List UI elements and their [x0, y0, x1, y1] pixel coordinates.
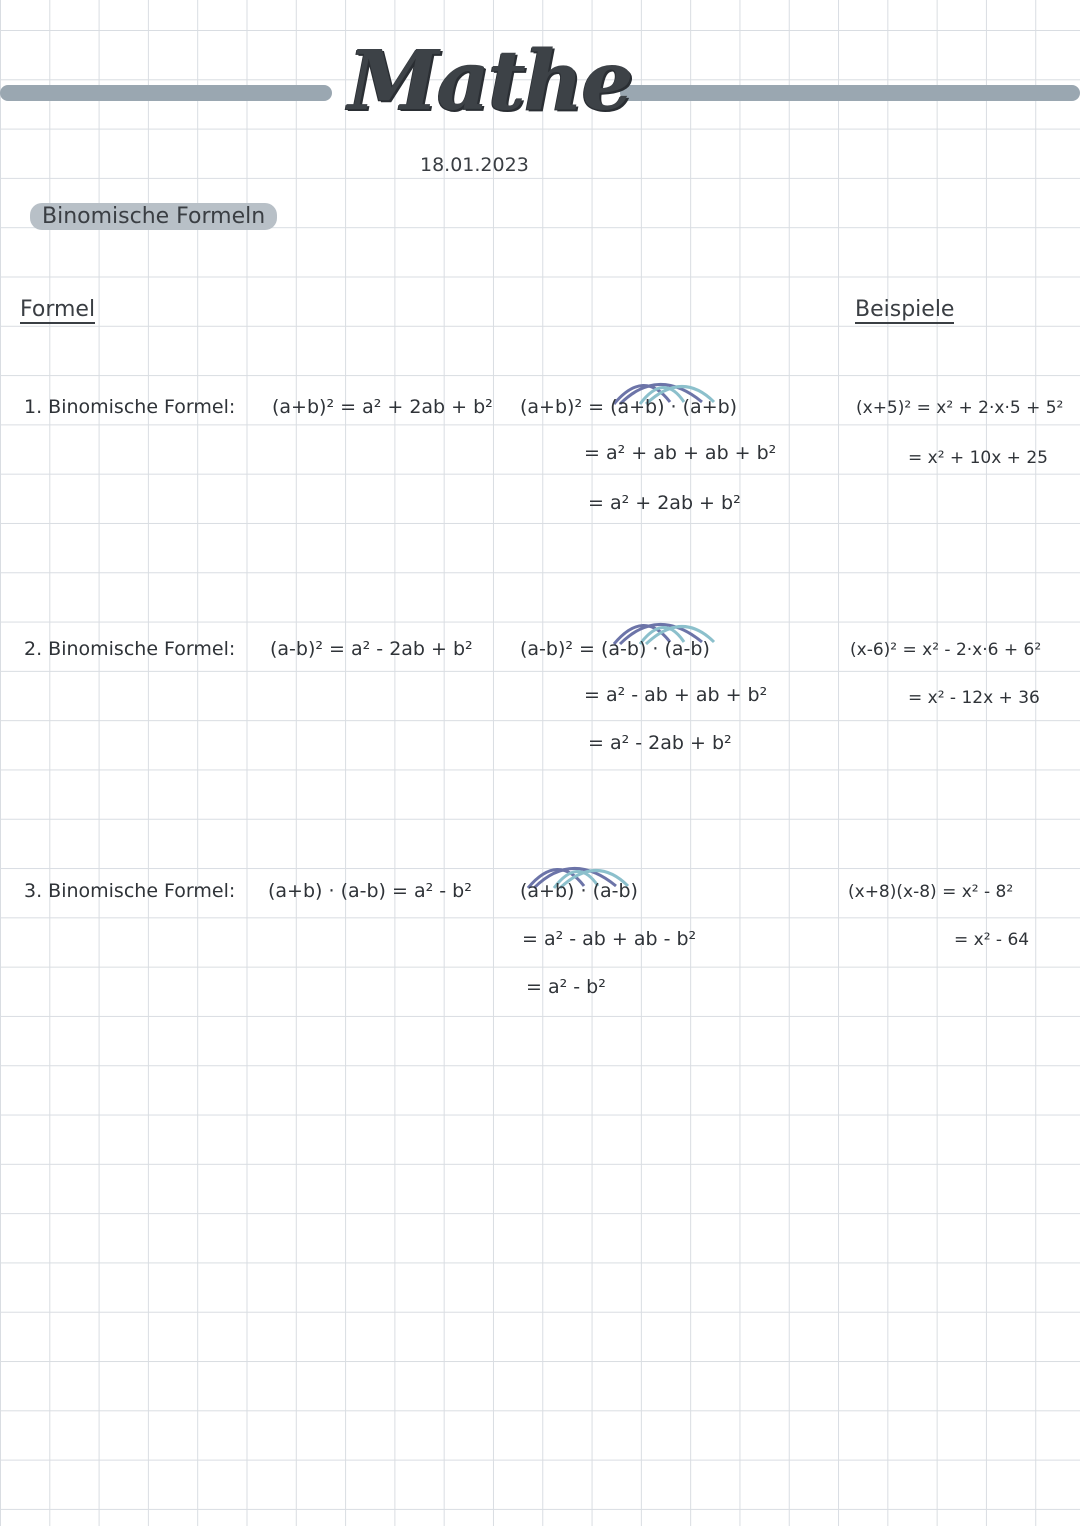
- example-1-line-1: (x+5)² = x² + 2·x·5 + 5²: [856, 398, 1064, 418]
- formula-3-label: 3. Binomische Formel:: [24, 880, 236, 902]
- formula-1-label: 1. Binomische Formel:: [24, 396, 236, 418]
- formula-3-expression: (a+b) · (a-b) = a² - b²: [268, 880, 472, 902]
- formula-1-derivation-step-3: = a² + 2ab + b²: [588, 492, 741, 514]
- example-2-line-2: = x² - 12x + 36: [908, 688, 1040, 708]
- formula-2-derivation-step-3: = a² - 2ab + b²: [588, 732, 732, 754]
- formula-3-derivation-step-3: = a² - b²: [526, 976, 606, 998]
- formula-2-derivation-step-2: = a² - ab + ab + b²: [584, 684, 768, 706]
- formula-3-derivation-step-1: (a+b) · (a-b): [520, 880, 638, 902]
- topic-highlight: Binomische Formeln: [30, 203, 277, 230]
- formula-2-expression: (a-b)² = a² - 2ab + b²: [270, 638, 473, 660]
- formula-2-derivation-step-1: (a-b)² = (a-b) · (a-b): [520, 638, 710, 660]
- formula-1-expression: (a+b)² = a² + 2ab + b²: [272, 396, 493, 418]
- formula-3-derivation-step-2: = a² - ab + ab - b²: [522, 928, 697, 950]
- header-bar-left: [0, 85, 332, 101]
- formula-1-derivation-step-1: (a+b)² = (a+b) · (a+b): [520, 396, 738, 418]
- example-3-line-1: (x+8)(x-8) = x² - 8²: [848, 882, 1014, 902]
- formula-1-derivation-step-2: = a² + ab + ab + b²: [584, 442, 777, 464]
- header-bar-right: [620, 85, 1080, 101]
- column-heading-beispiele: Beispiele: [855, 297, 954, 324]
- example-1-line-2: = x² + 10x + 25: [908, 448, 1048, 468]
- formula-2-label: 2. Binomische Formel:: [24, 638, 236, 660]
- example-2-line-1: (x-6)² = x² - 2·x·6 + 6²: [850, 640, 1042, 660]
- page-title: Mathe: [348, 33, 632, 129]
- column-heading-formel: Formel: [20, 297, 95, 324]
- example-3-line-2: = x² - 64: [954, 930, 1030, 950]
- page-date: 18.01.2023: [420, 154, 529, 176]
